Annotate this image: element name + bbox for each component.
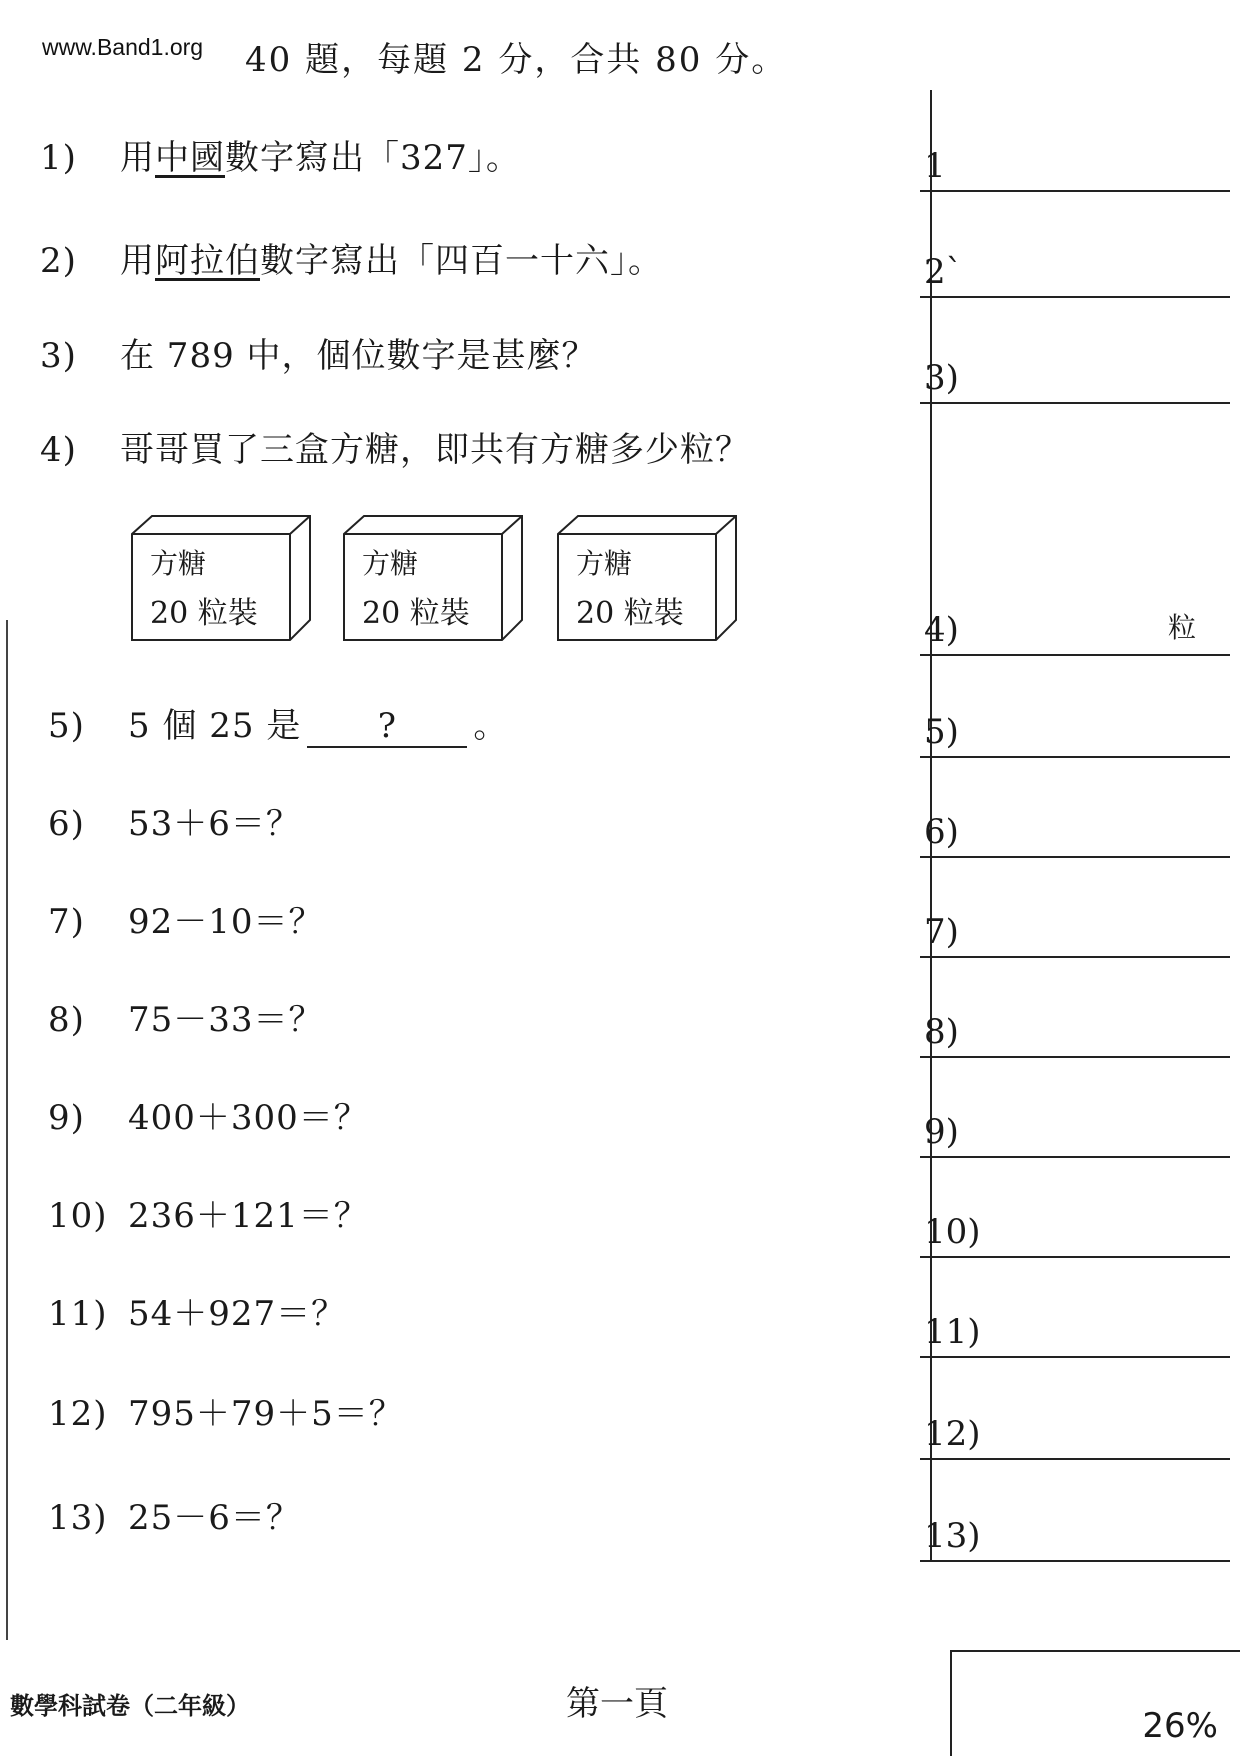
answer-box-10[interactable]: 10) xyxy=(920,1158,1230,1258)
sugar-box-2 xyxy=(342,512,522,640)
answer-box-12[interactable]: 12) xyxy=(920,1358,1230,1460)
answer-box-11[interactable]: 11) xyxy=(920,1258,1230,1358)
section-instructions: 40 題，每題 2 分，合共 80 分。 xyxy=(245,40,788,80)
question-5: 5) 5 個 25 是 ? 。 xyxy=(48,706,509,746)
question-3: 3) 在 789 中，個位數字是甚麼？ xyxy=(40,336,597,376)
box-count: 20 粒裝 xyxy=(362,596,470,631)
answer-unit: 粒 xyxy=(1167,611,1196,644)
score-percentage: 26% xyxy=(1142,1706,1218,1746)
question-8: 8) 75－33＝？ xyxy=(48,1000,324,1040)
page-edge-line xyxy=(6,620,8,1640)
answer-box-9[interactable]: 9) xyxy=(920,1058,1230,1158)
answer-box-1[interactable]: 1 xyxy=(920,90,1230,192)
answer-box-2[interactable]: 2` xyxy=(920,192,1230,298)
question-9: 9) 400＋300＝？ xyxy=(48,1098,369,1138)
question-12: 12) 795＋79＋5＝？ xyxy=(48,1394,404,1434)
page-number: 第一頁 xyxy=(566,1684,668,1724)
box-label: 方糖 xyxy=(150,547,207,580)
box-label: 方糖 xyxy=(362,547,419,580)
watermark: www.Band1.org xyxy=(38,34,207,61)
answer-box-13[interactable]: 13) xyxy=(920,1460,1230,1562)
question-7: 7) 92－10＝？ xyxy=(48,902,324,942)
question-2: 2) 用阿拉伯數字寫出「四百一十六」。 xyxy=(40,241,663,281)
score-box xyxy=(950,1650,1240,1756)
box-count: 20 粒裝 xyxy=(576,596,684,631)
answer-box-6[interactable]: 6) xyxy=(920,758,1230,858)
question-6: 6) 53＋6＝？ xyxy=(48,804,301,844)
sugar-box-1 xyxy=(130,512,310,640)
question-10: 10) 236＋121＝？ xyxy=(48,1196,369,1236)
paper-title: 數學科試卷（二年級） xyxy=(10,1691,250,1720)
question-11: 11) 54＋927＝？ xyxy=(48,1294,347,1334)
answer-box-3[interactable]: 3) xyxy=(920,298,1230,404)
sugar-box-3 xyxy=(556,512,736,640)
answer-blank: ? xyxy=(307,706,467,748)
answer-box-8[interactable]: 8) xyxy=(920,958,1230,1058)
question-4: 4) 哥哥買了三盒方糖，即共有方糖多少粒？ xyxy=(40,430,750,470)
question-13: 13) 25－6＝？ xyxy=(48,1498,301,1538)
answer-box-4[interactable]: 4) 粒 xyxy=(920,404,1230,656)
question-1: 1) 用中國數字寫出「327」。 xyxy=(40,138,521,178)
box-label: 方糖 xyxy=(576,547,633,580)
answer-box-5[interactable]: 5) xyxy=(920,656,1230,758)
box-count: 20 粒裝 xyxy=(150,596,258,631)
answer-box-7[interactable]: 7) xyxy=(920,858,1230,958)
